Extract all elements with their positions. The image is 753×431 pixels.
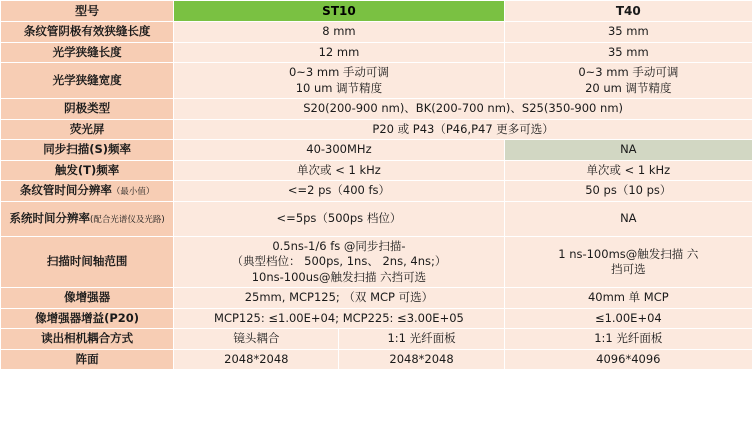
row-label-note: （最小值） <box>111 187 155 198</box>
table-row <box>1 119 753 140</box>
row-value-st10: <=5ps（500ps 档位） <box>174 201 504 236</box>
row-value-t40: 40mm 单 MCP <box>504 288 752 309</box>
row-value-t40: 50 ps（10 ps） <box>504 181 752 202</box>
row-value-st10-lens: 镜头耦合 <box>174 329 339 349</box>
row-label: 像增强器 <box>1 288 174 309</box>
value-line: 挡可选 <box>611 262 646 277</box>
row-value-st10: MCP125: ≤1.00E+04; MCP225: ≤3.00E+05 <box>174 308 504 329</box>
row-label <box>1 181 174 202</box>
value-line: 10 um 调节精度 <box>295 80 383 95</box>
row-value-st10: 12 mm <box>174 42 504 63</box>
table-row <box>1 349 753 370</box>
row-label: 光学狭缝长度 <box>1 42 174 63</box>
table-row <box>1 288 753 309</box>
table-row <box>1 160 753 181</box>
table-row <box>1 181 753 202</box>
row-value-t40: 1:1 光纤面板 <box>504 329 752 350</box>
value-line: 0~3 mm 手动可调 <box>578 65 679 80</box>
row-value-span: P20 或 P43（P46,P47 更多可选） <box>174 119 753 140</box>
value-line: 10ns-100us@触发扫描 六挡可选 <box>251 269 427 284</box>
row-label <box>1 201 174 236</box>
row-value-t40: NA <box>504 201 752 236</box>
row-value-st10: 40-300MHz <box>174 140 504 161</box>
row-label: 条纹管阴极有效狭缝长度 <box>1 22 174 43</box>
table-row <box>1 63 753 99</box>
row-label: 扫描时间轴范围 <box>1 236 174 288</box>
value-line: （典型档位： 500ps, 1ns、 2ns, 4ns;） <box>231 254 447 269</box>
header-cell-model: 型号 <box>1 1 174 22</box>
row-label: 光学狭缝宽度 <box>1 63 174 99</box>
table-row <box>1 22 753 43</box>
row-value-st10 <box>174 329 504 350</box>
row-value-t40: 35 mm <box>504 22 752 43</box>
row-value-st10-fiber: 1:1 光纤面板 <box>387 331 456 346</box>
row-value-t40: 35 mm <box>504 42 752 63</box>
row-value-t40 <box>504 236 752 288</box>
table-row <box>1 329 753 350</box>
row-label: 阴极类型 <box>1 99 174 120</box>
row-label: 触发(T)频率 <box>1 160 174 181</box>
value-line: 0.5ns-1/6 fs @同步扫描- <box>272 238 406 253</box>
table-row <box>1 140 753 161</box>
row-value-st10: 25mm, MCP125; （双 MCP 可选） <box>174 288 504 309</box>
row-value-st10-lens: 2048*2048 <box>174 350 339 370</box>
table-row <box>1 42 753 63</box>
row-label: 同步扫描(S)频率 <box>1 140 174 161</box>
row-value-st10: 单次或 < 1 kHz <box>174 160 504 181</box>
row-value-t40: NA <box>504 140 752 161</box>
row-label-text: 系统时间分辨率 <box>9 211 91 226</box>
row-value-t40: 4096*4096 <box>504 349 752 370</box>
table-row <box>1 236 753 288</box>
row-value-st10 <box>174 349 504 370</box>
row-label: 荧光屏 <box>1 119 174 140</box>
row-label-text: 条纹管时间分辨率 <box>19 183 112 198</box>
value-line: 0~3 mm 手动可调 <box>288 65 389 80</box>
row-value-t40: 单次或 < 1 kHz <box>504 160 752 181</box>
row-label: 阵面 <box>1 349 174 370</box>
row-value-st10: <=2 ps（400 fs） <box>174 181 504 202</box>
table-row <box>1 201 753 236</box>
value-line: 20 um 调节精度 <box>585 80 672 95</box>
row-value-span: S20(200-900 nm)、BK(200-700 nm)、S25(350-900 nm) <box>174 99 753 120</box>
row-label: 读出相机耦合方式 <box>1 329 174 350</box>
table-row <box>1 99 753 120</box>
row-label: 像增强器增益(P20) <box>1 308 174 329</box>
row-value-st10: 8 mm <box>174 22 504 43</box>
value-line: 1 ns-100ms@触发扫描 六 <box>558 246 699 261</box>
table-header-row <box>1 1 753 22</box>
row-value-t40: ≤1.00E+04 <box>504 308 752 329</box>
header-cell-st10: ST10 <box>174 1 504 22</box>
table-row <box>1 308 753 329</box>
row-value-t40 <box>504 63 752 99</box>
row-value-st10-fiber: 2048*2048 <box>389 351 454 366</box>
header-cell-t40: T40 <box>504 1 752 22</box>
row-value-st10 <box>174 236 504 288</box>
row-value-st10 <box>174 63 504 99</box>
row-label-note: (配合光谱仪及光路) <box>90 215 165 226</box>
